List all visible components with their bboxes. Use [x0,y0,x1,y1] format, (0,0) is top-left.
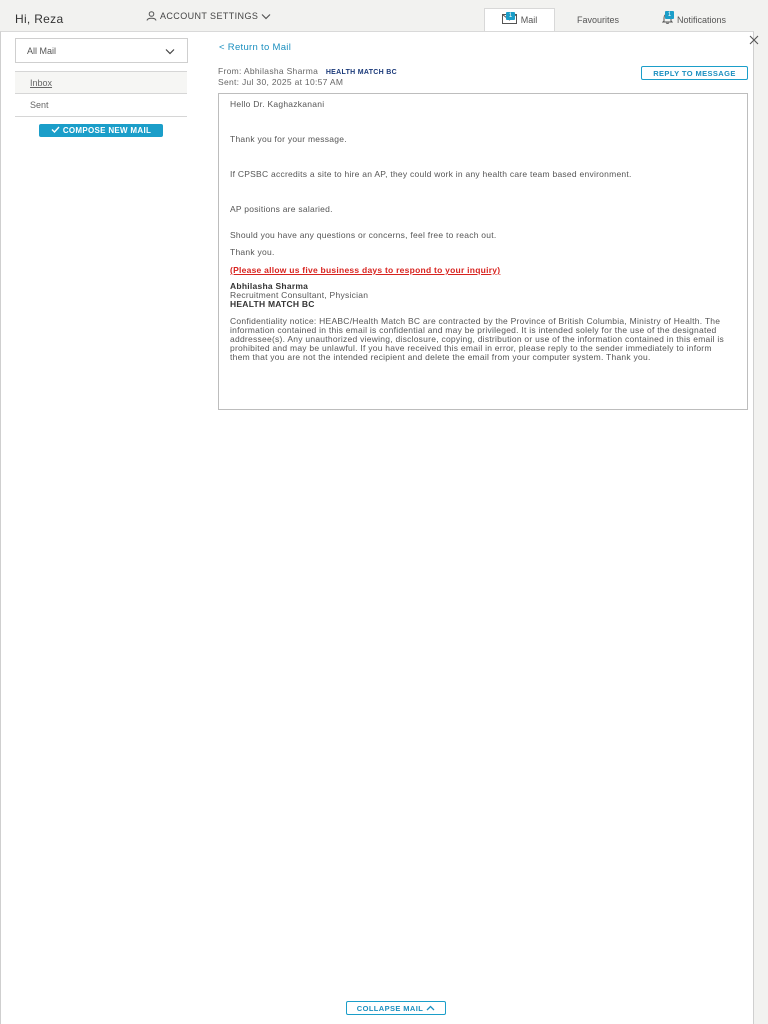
body-paragraph: Thank you. [230,247,275,257]
folder-select[interactable] [15,38,188,63]
compose-new-mail-button[interactable] [39,124,163,137]
body-paragraph: Should you have any questions or concerns, feel free to reach out. [230,230,497,240]
tab-mail[interactable] [484,8,555,31]
body-paragraph: AP positions are salaried. [230,204,333,214]
from-sender: From: Abhilasha Sharma [218,66,319,76]
signature-org: HEALTH MATCH BC [230,299,315,309]
user-greeting: Hi, Reza [15,12,64,26]
tab-notifications[interactable] [641,8,747,31]
sender-org-tag: HEALTH MATCH BC [325,69,397,76]
signature-title: Recruitment Consultant, Physician [230,290,369,300]
close-icon [748,33,760,50]
folder-item-sent[interactable] [15,94,187,117]
folder-item-label: Sent [30,100,49,110]
confidentiality-notice: Confidentiality notice: HEABC/Health Match BC are contracted by the Province of British Columbia, Ministry of Health. The information contained in this email is confidential and may be privileged. It is intended solely for the use of the designated addressee(s). Any unauthorized viewing, disclosure, copying, distribution or use of the information contained in this email is prohibited and may be unlawful. If you have received this email in error, please reply to the sender immediately to inform them that you are not the intended recipient and delete the email from your computer system. Thank you. [230,316,725,362]
close-button[interactable] [748,33,760,45]
chevron-up-icon [426,1004,435,1013]
folder-item-label: Inbox [30,77,53,88]
notifications-badge: 1 [665,11,674,19]
chevron-down-icon [261,13,271,20]
tab-favourites[interactable] [555,8,641,31]
checkmark-icon [51,126,60,135]
tab-mail-label: Mail [520,15,538,25]
compose-label: COMPOSE NEW MAIL [62,126,152,135]
email-signature [230,282,368,309]
folder-list [15,71,187,117]
response-time-notice: (Please allow us five business days to respond to your inquiry) [230,265,501,275]
account-settings-menu[interactable] [146,11,271,21]
message-sent-date: Sent: Jul 30, 2025 at 10:57 AM [218,77,344,87]
body-greeting: Hello Dr. Kaghazkanani [230,99,325,109]
mail-badge: 1 [506,12,515,20]
folder-select-value: All Mail [27,45,57,56]
body-paragraph: Thank you for your message. [230,134,347,144]
return-to-mail-link[interactable]: < Return to Mail [219,42,292,53]
collapse-label: COLLAPSE MAIL [356,1003,424,1013]
top-bar [0,0,768,31]
user-icon [146,11,157,21]
folder-item-inbox[interactable] [15,71,187,94]
tab-favourites-label: Favourites [576,14,620,25]
reply-to-message-button[interactable]: REPLY TO MESSAGE [641,66,748,80]
body-paragraph: If CPSBC accredits a site to hire an AP, they could work in any health care team based environment. [230,169,632,179]
collapse-mail-button[interactable] [346,1001,446,1015]
main-tabs [484,8,747,31]
signature-name: Abhilasha Sharma [230,281,309,291]
tab-notifications-label: Notifications [676,14,727,25]
account-settings-label: ACCOUNT SETTINGS [160,11,259,21]
right-gutter [754,31,768,1024]
message-body [218,93,748,410]
message-from [218,66,397,76]
